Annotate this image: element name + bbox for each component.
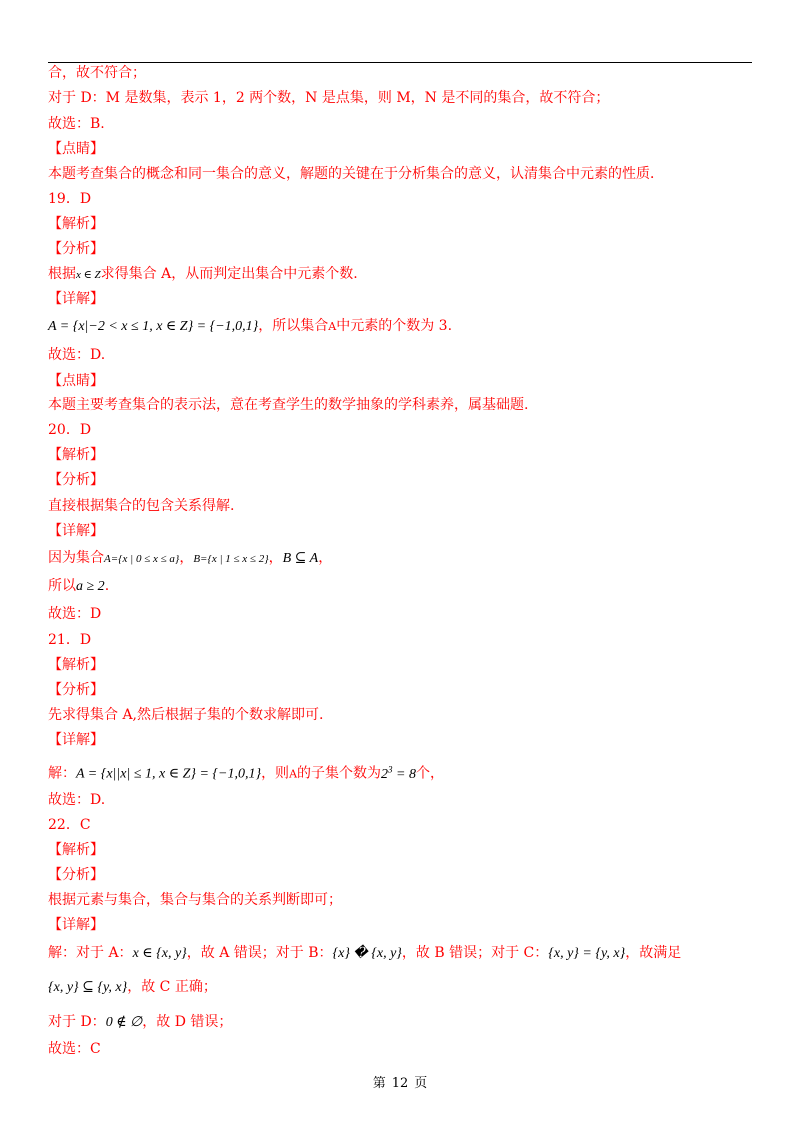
section-heading: 【分析】 xyxy=(48,682,104,698)
text-line: 先求得集合 A,然后根据子集的个数求解即可. xyxy=(48,707,324,723)
text-line xyxy=(48,944,681,963)
text-line xyxy=(48,577,109,596)
text-fragment: ， xyxy=(179,550,194,566)
text-line: 本题考查集合的概念和同一集合的意义，解题的关键在于分析集合的意义，认清集合中元素的性质． xyxy=(48,166,664,182)
page-number: 12 xyxy=(391,1076,409,1091)
section-heading: 【解析】 xyxy=(48,447,104,463)
math-fragment: = 8 xyxy=(392,766,416,782)
power-exponent: 3 xyxy=(388,764,393,774)
text-fragment: 解：对于 A： xyxy=(48,945,133,961)
text-line: 合，故不符合； xyxy=(48,65,146,81)
text-line xyxy=(48,1013,232,1032)
math-expression: {x} � {x, y} xyxy=(332,946,402,961)
text-fragment: 对于 D： xyxy=(48,1014,106,1030)
question-number: 21．D xyxy=(48,632,92,648)
math-expression: a ≥ 2 xyxy=(76,579,105,594)
section-heading: 【点睛】 xyxy=(48,373,104,389)
section-heading: 【详解】 xyxy=(48,291,104,307)
text-fragment: ，故满足 xyxy=(625,945,682,961)
text-fragment: ，故 D 错误； xyxy=(142,1014,233,1030)
text-fragment: 因为集合 xyxy=(48,550,104,566)
section-heading: 【解析】 xyxy=(48,657,104,673)
text-line xyxy=(48,549,332,568)
header-rule xyxy=(48,62,752,63)
text-fragment: ， xyxy=(268,550,283,566)
text-line: 故选：B. xyxy=(48,116,105,132)
text-fragment: . xyxy=(104,578,110,594)
section-heading: 【详解】 xyxy=(48,523,104,539)
text-fragment: ，则 xyxy=(261,765,290,782)
math-expression xyxy=(381,764,416,782)
text-line: 故选：D xyxy=(48,606,102,622)
section-heading: 【解析】 xyxy=(48,842,104,858)
math-expression: 0 ∉ ∅ xyxy=(105,1015,143,1030)
text-line: 对于 D：M 是数集，表示 1，2 两个数，N 是点集，则 M，N 是不同的集合，故不符合； xyxy=(48,90,610,106)
text-fragment: ，所以集合 xyxy=(258,318,329,334)
math-expression: {x, y} ⊆ {y, x} xyxy=(48,980,128,995)
question-number: 19．D xyxy=(48,191,92,207)
math-expression: x ∈ Z xyxy=(76,269,101,281)
text-fragment: ，故 C 正确； xyxy=(127,979,217,995)
math-expression: x ∈ {x, y} xyxy=(132,946,187,961)
section-heading: 【详解】 xyxy=(48,732,104,748)
math-expression: A = {x||x| ≤ 1, x ∈ Z} = {−1,0,1} xyxy=(76,766,262,782)
text-fragment: ， xyxy=(318,550,333,566)
text-line: 本题主要考查集合的表示法，意在考查学生的数学抽象的学科素养，属基础题. xyxy=(48,397,529,413)
text-fragment: 所以 xyxy=(48,578,76,594)
text-fragment: ，故 A 错误；对于 B： xyxy=(186,945,333,961)
section-heading: 【解析】 xyxy=(48,216,104,232)
text-fragment: ，故 B 错误；对于 C： xyxy=(401,945,549,961)
text-fragment: 根据 xyxy=(48,266,76,282)
power-base: 2 xyxy=(381,766,389,782)
section-heading: 【点睛】 xyxy=(48,141,104,157)
math-expression: B={x | 1 ≤ x ≤ 2} xyxy=(193,553,269,565)
text-line: 直接根据集合的包含关系得解. xyxy=(48,498,235,514)
footer-prefix: 第 xyxy=(372,1076,386,1091)
math-expression: A={x | 0 ≤ x ≤ a} xyxy=(104,553,180,565)
text-line: 故选：D. xyxy=(48,792,106,808)
math-expression: B ⊆ A xyxy=(282,551,319,566)
text-line: 故选：C xyxy=(48,1041,101,1057)
text-line xyxy=(48,265,358,284)
section-heading: 【分析】 xyxy=(48,472,104,488)
question-number: 22．C xyxy=(48,817,91,833)
text-line xyxy=(48,760,444,784)
text-fragment: A xyxy=(328,320,337,333)
text-fragment: 解： xyxy=(48,765,76,782)
section-heading: 【分析】 xyxy=(48,867,104,883)
text-line xyxy=(48,978,217,997)
question-number: 20．D xyxy=(48,422,92,438)
text-line xyxy=(48,317,452,336)
math-expression: {x, y} = {y, x} xyxy=(548,946,626,961)
text-line: 故选：D. xyxy=(48,347,106,363)
section-heading: 【分析】 xyxy=(48,241,104,257)
text-fragment: 求得集合 A，从而判定出集合中元素个数. xyxy=(100,266,358,282)
text-fragment: 中元素的个数为 3. xyxy=(336,318,453,334)
page-footer xyxy=(0,1072,800,1091)
text-line: 根据元素与集合，集合与集合的关系判断即可； xyxy=(48,892,342,908)
math-expression: A = {x|−2 < x ≤ 1, x ∈ Z} = {−1,0,1} xyxy=(48,319,259,334)
text-fragment: A xyxy=(289,767,298,781)
text-fragment: 的子集个数为 xyxy=(297,765,382,782)
section-heading: 【详解】 xyxy=(48,917,104,933)
footer-suffix: 页 xyxy=(414,1076,428,1091)
text-fragment: 个， xyxy=(415,765,444,782)
